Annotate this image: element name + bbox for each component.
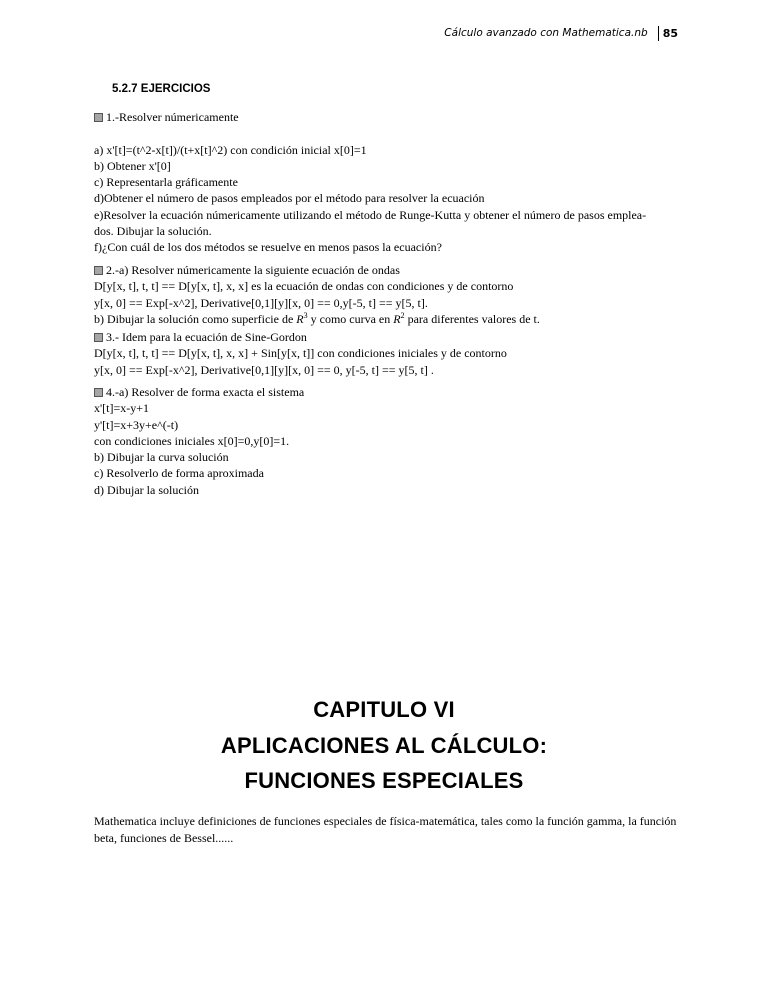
exercise-1 [94,109,694,256]
exercise-4-line: d) Dibujar la solución [94,482,199,497]
cell-bracket-icon [94,113,103,122]
running-title: Cálculo avanzado con Mathematica.nb [444,27,648,39]
line-text: b) Dibujar la solución como superficie de [94,311,297,326]
exercise-4-line: x'[t]=x-y+1 [94,401,150,416]
exercise-1-heading-row [94,109,694,125]
exercise-4-line: b) Dibujar la curva solución [94,450,229,465]
math-symbol: R [393,311,401,326]
exercise-1-line: e)Resolver la ecuación númericamente utilizando el método de Runge-Kutta y obtener el número de pasos emplea- [94,207,647,222]
page-number: 85 [662,26,678,40]
blank-line [94,125,694,141]
exercise-1-heading: 1.-Resolver númericamente [106,110,239,124]
chapter-number: CAPITULO VI [313,697,455,722]
line-text: para diferentes valores de t. [404,311,540,326]
exercise-4-line: y'[t]=x+3y+e^(-t) [94,417,179,432]
intro-paragraph: Mathematica incluye definiciones de funciones especiales de física-matemática, tales como la función gamma, la función beta, funciones de Bessel...... [94,814,677,845]
exercise-4 [94,384,694,498]
exercise-3-line: y[x, 0] == Exp[-x^2], Derivative[0,1][y][x, 0] == 0, y[-5, t] == y[5, t] . [94,362,434,377]
exercise-2 [94,262,694,327]
chapter-title-line-1: APLICACIONES AL CÁLCULO: [220,733,548,758]
cell-bracket-icon [94,388,103,397]
exercise-4-heading-row [94,384,694,400]
exercise-2-line [94,311,694,327]
exercise-4-heading: 4.-a) Resolver de forma exacta el sistema [106,385,305,399]
exercise-1-line: c) Representarla gráficamente [94,175,238,190]
exercise-4-line: con condiciones iniciales x[0]=0,y[0]=1. [94,433,290,448]
exercise-2-line: D[y[x, t], t, t] == D[y[x, t], x, x] es la ecuación de ondas con condiciones y de contorno [94,279,514,294]
header-divider [658,26,659,41]
exercise-1-line: d)Obtener el número de pasos empleados por el método para resolver la ecuación [94,191,485,206]
superscript: 2 [400,310,405,320]
exercise-1-line: b) Obtener x'[0] [94,158,171,173]
cell-bracket-icon [94,266,103,275]
math-symbol: R [296,311,304,326]
exercise-3-line: D[y[x, t], t, t] == D[y[x, t], x, x] + Sin[y[x, t]] con condiciones iniciales y de contorno [94,346,507,361]
exercise-1-line: dos. Dibujar la solución. [94,224,212,239]
superscript: 3 [303,310,308,320]
exercise-3-heading: 3.- Idem para la ecuación de Sine-Gordon [106,330,307,344]
exercise-1-line: a) x'[t]=(t^2-x[t])/(t+x[t]^2) con condición inicial x[0]=1 [94,142,367,157]
exercise-2-heading: 2.-a) Resolver númericamente la siguiente ecuación de ondas [106,263,400,277]
exercise-1-line: f)¿Con cuál de los dos métodos se resuelve en menos pasos la ecuación? [94,240,442,255]
chapter-title-line-2: FUNCIONES ESPECIALES [244,768,524,793]
section-heading: 5.2.7 EJERCICIOS [112,83,211,95]
exercise-2-line: y[x, 0] == Exp[-x^2], Derivative[0,1][y][x, 0] == 0,y[-5, t] == y[5, t]. [94,295,428,310]
exercise-4-line: c) Resolverlo de forma aproximada [94,466,264,481]
exercise-2-heading-row [94,262,694,278]
line-text: y como curva en [307,311,394,326]
exercise-3 [94,329,694,378]
running-header [444,24,678,42]
exercise-3-heading-row [94,329,694,345]
cell-bracket-icon [94,333,103,342]
